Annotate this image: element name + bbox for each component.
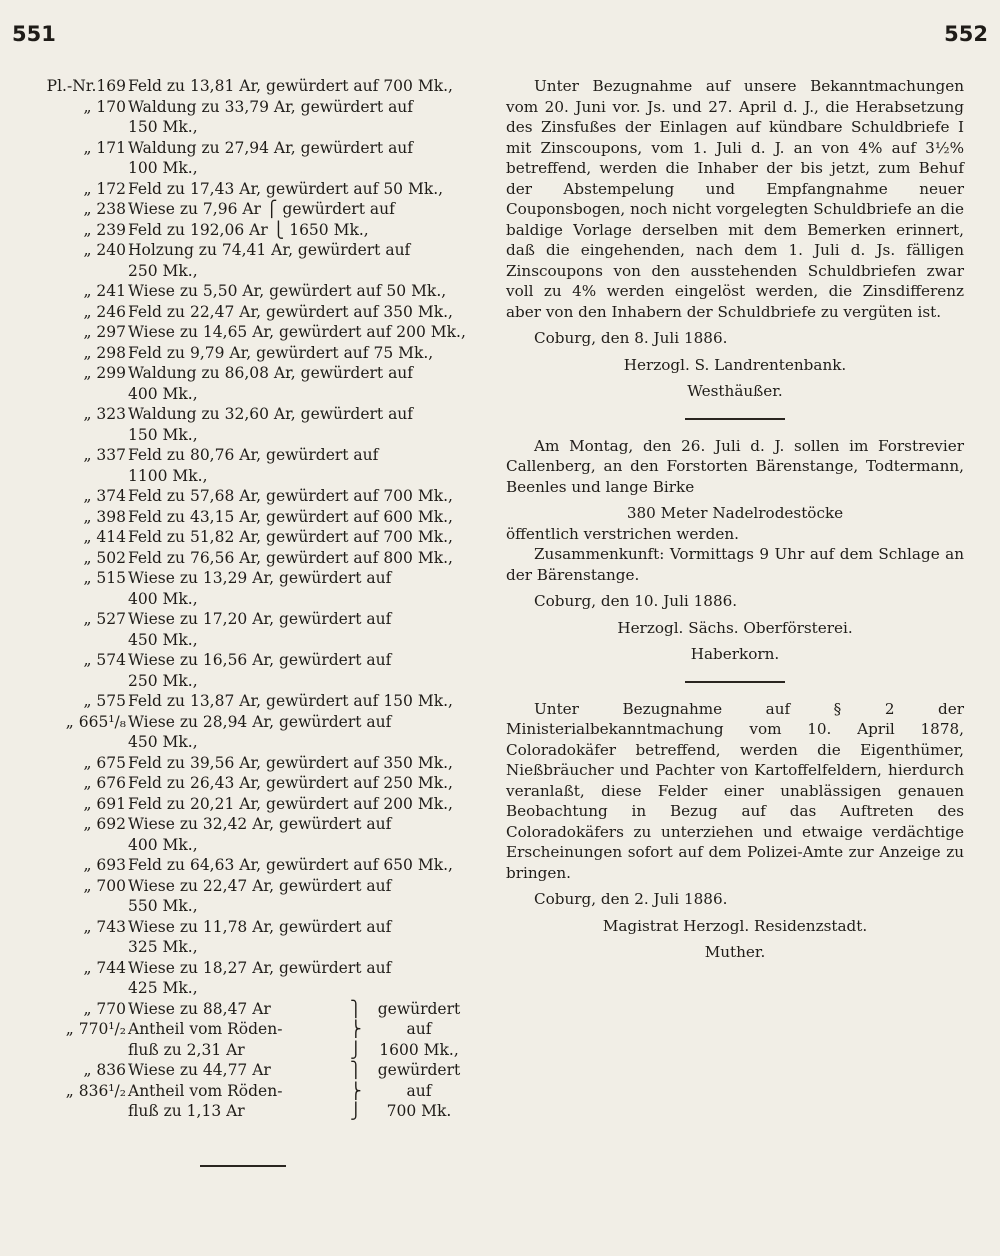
brace-icon: ⎬ — [350, 1081, 362, 1100]
group-valuation: auf — [406, 1081, 432, 1100]
parcel-description: Waldung zu 33,79 Ar, gewürdert auf — [128, 97, 414, 116]
group-valuation: 1600 Mk., — [379, 1040, 459, 1059]
notice-2-body: Am Montag, den 26. Juli d. J. sollen im Forstrevier Callenberg, an den Forstorten Bärenstange, Todtermann, Beenles und lange Birke — [506, 436, 964, 496]
group-valuation: auf — [406, 1020, 432, 1038]
parcel-number: „ 744 — [83, 958, 126, 977]
list-item — [14, 712, 484, 733]
notice-1-date: Coburg, den 8. Juli 1886. — [534, 329, 728, 347]
parcel-description: Holzung zu 74,41 Ar, gewürdert auf — [128, 241, 411, 259]
parcel-number: „ 246 — [83, 302, 126, 321]
parcel-list — [14, 76, 484, 1122]
parcel-number: Pl.-Nr.169 — [46, 77, 126, 95]
parcel-description: Waldung zu 27,94 Ar, gewürdert auf — [128, 138, 414, 157]
parcel-description: Feld zu 13,87 Ar, gewürdert auf 150 Mk., — [128, 692, 453, 710]
list-item — [14, 240, 484, 261]
parcel-number: „ 172 — [83, 179, 126, 198]
divider-rule — [200, 1165, 286, 1167]
notice-2-body2: öffentlich verstrichen werden. — [506, 524, 739, 543]
parcel-number: „ 692 — [83, 815, 126, 833]
list-item — [14, 199, 484, 220]
parcel-number: „ 770 — [83, 999, 126, 1018]
parcel-group — [14, 1060, 484, 1122]
brace-icon: ⎫ — [350, 1061, 362, 1079]
parcel-number: „ 527 — [83, 610, 126, 628]
list-item-continuation — [14, 978, 484, 999]
list-item-continuation — [14, 117, 484, 138]
list-item — [14, 486, 484, 507]
parcel-description: Feld zu 22,47 Ar, gewürdert auf 350 Mk., — [128, 302, 453, 321]
list-item — [14, 1040, 484, 1061]
parcel-number: „ 298 — [83, 343, 126, 362]
parcel-number: „ 743 — [83, 917, 126, 936]
parcel-valuation: 550 Mk., — [128, 897, 198, 915]
list-item-continuation — [14, 671, 484, 692]
parcel-number: „ 171 — [83, 138, 126, 157]
brace-icon: ⎬ — [350, 1020, 362, 1038]
list-item — [14, 322, 484, 343]
list-item-continuation — [14, 158, 484, 179]
notice-2-meeting: Zusammenkunft: Vormittags 9 Uhr auf dem Schlage an der Bärenstange. — [506, 545, 964, 584]
divider-rule — [685, 418, 785, 420]
list-item — [14, 220, 484, 241]
parcel-number: „ 323 — [83, 405, 126, 423]
parcel-description: Feld zu 64,63 Ar, gewürdert auf 650 Mk., — [128, 856, 453, 874]
page-number-right: 552 — [944, 22, 988, 46]
list-item — [14, 609, 484, 630]
list-item — [14, 1060, 484, 1081]
list-item-continuation — [14, 732, 484, 753]
list-item — [14, 958, 484, 979]
list-item — [14, 507, 484, 528]
list-item — [14, 999, 484, 1020]
list-item — [14, 302, 484, 323]
notice-3-body: Unter Bezugnahme auf § 2 der Ministerialbekanntmachung vom 10. April 1878, Coloradokäfer betreffend, werden die Eigenthümer, Nießbräucher und Pachter von Kartoffelfeldern, hierdurch veranlaßt, diese Felder einer unablässigen genauen Beobachtung in Bezug auf das Auftreten des Coloradokäfers zu unterziehen und etwaige verdächtige Erscheinungen sofort auf dem Polizei-Amte zur Anzeige zu bringen. — [506, 699, 964, 882]
list-item — [14, 1101, 484, 1122]
parcel-group — [14, 999, 484, 1061]
parcel-description: Wiese zu 16,56 Ar, gewürdert auf — [128, 651, 392, 669]
parcel-description: Wiese zu 28,94 Ar, gewürdert auf — [128, 712, 392, 731]
parcel-valuation: 400 Mk., — [128, 384, 198, 403]
list-item-continuation — [14, 589, 484, 610]
parcel-description: Feld zu 43,15 Ar, gewürdert auf 600 Mk., — [128, 507, 453, 526]
list-item — [14, 404, 484, 425]
parcel-description: Wiese zu 44,77 Ar — [128, 1061, 271, 1079]
list-item — [14, 1081, 484, 1102]
parcel-description: Wiese zu 13,29 Ar, gewürdert auf — [128, 569, 392, 587]
parcel-description: Feld zu 39,56 Ar, gewürdert auf 350 Mk., — [128, 753, 453, 772]
parcel-number: „ 691 — [83, 794, 126, 813]
list-item — [14, 1019, 484, 1040]
brace-icon: ⎭ — [350, 1102, 362, 1120]
parcel-number: „ 239 — [83, 220, 126, 239]
parcel-number: „ 238 — [83, 200, 126, 218]
parcel-number: „ 836 — [83, 1061, 126, 1079]
parcel-number: „ 770¹/₂ — [65, 1020, 126, 1038]
parcel-number: „ 575 — [83, 692, 126, 710]
list-item — [14, 363, 484, 384]
list-item — [14, 548, 484, 569]
parcel-description: Antheil vom Röden- — [128, 1020, 283, 1038]
list-item-continuation — [14, 630, 484, 651]
notice-2-signer: Herzogl. Sächs. Oberförsterei. — [617, 618, 853, 637]
parcel-number: „ 398 — [83, 507, 126, 526]
list-item — [14, 855, 484, 876]
parcel-number: „ 836¹/₂ — [65, 1081, 126, 1100]
parcel-description: Feld zu 76,56 Ar, gewürdert auf 800 Mk., — [128, 548, 453, 567]
parcel-description: Waldung zu 86,08 Ar, gewürdert auf — [128, 364, 414, 382]
list-item-continuation — [14, 896, 484, 917]
list-item — [14, 445, 484, 466]
list-item-continuation — [14, 835, 484, 856]
parcel-number: „ 299 — [83, 364, 126, 382]
list-item — [14, 343, 484, 364]
list-item — [14, 97, 484, 118]
parcel-valuation: 450 Mk., — [128, 733, 198, 751]
notice-2-name: Haberkorn. — [690, 645, 780, 663]
list-item — [14, 179, 484, 200]
parcel-description: Wiese zu 11,78 Ar, gewürdert auf — [128, 917, 392, 936]
parcel-description: Feld zu 17,43 Ar, gewürdert auf 50 Mk., — [128, 179, 444, 198]
group-valuation: 700 Mk. — [386, 1102, 452, 1120]
parcel-description: Wiese zu 22,47 Ar, gewürdert auf — [128, 876, 392, 895]
parcel-number: „ 574 — [83, 651, 126, 669]
divider-rule — [685, 681, 785, 683]
brace-icon: ⎭ — [350, 1040, 362, 1059]
list-item — [14, 650, 484, 671]
parcel-valuation: 150 Mk., — [128, 425, 198, 444]
list-item — [14, 527, 484, 548]
parcel-number: „ 241 — [83, 282, 126, 300]
parcel-description: Wiese zu 18,27 Ar, gewürdert auf — [128, 958, 392, 977]
parcel-valuation: 450 Mk., — [128, 630, 198, 649]
parcel-description: Feld zu 9,79 Ar, gewürdert auf 75 Mk., — [128, 343, 434, 362]
list-item — [14, 814, 484, 835]
parcel-number: „ 337 — [83, 446, 126, 464]
notice-2-date: Coburg, den 10. Juli 1886. — [534, 592, 738, 610]
parcel-description: Feld zu 192,06 Ar ⎩ 1650 Mk., — [128, 220, 369, 239]
group-valuation: gewürdert — [377, 1061, 461, 1079]
list-item — [14, 773, 484, 794]
list-item — [14, 281, 484, 302]
parcel-number: „ 374 — [83, 487, 126, 505]
parcel-valuation: 250 Mk., — [128, 261, 198, 280]
notice-1-name: Westhäußer. — [687, 382, 783, 400]
parcel-number: „ 170 — [83, 97, 126, 116]
parcel-valuation: 425 Mk., — [128, 979, 198, 997]
notice-1-signer: Herzogl. S. Landrentenbank. — [623, 355, 847, 374]
list-item — [14, 76, 484, 97]
parcel-number: „ 700 — [83, 876, 126, 895]
list-item — [14, 691, 484, 712]
parcel-description: Feld zu 13,81 Ar, gewürdert auf 700 Mk., — [128, 77, 453, 95]
parcel-description: Feld zu 20,21 Ar, gewürdert auf 200 Mk., — [128, 794, 453, 813]
parcel-number: „ 665¹/₈ — [65, 712, 126, 731]
list-item — [14, 753, 484, 774]
notice-3-date: Coburg, den 2. Juli 1886. — [534, 890, 728, 908]
parcel-number: „ 675 — [83, 753, 126, 772]
list-item — [14, 917, 484, 938]
parcel-valuation: 325 Mk., — [128, 938, 198, 956]
list-item-continuation — [14, 466, 484, 487]
parcel-description: Wiese zu 5,50 Ar, gewürdert auf 50 Mk., — [128, 282, 447, 300]
parcel-number: „ 414 — [83, 528, 126, 546]
parcel-valuation: 250 Mk., — [128, 671, 198, 690]
parcel-number: „ 240 — [83, 241, 126, 259]
parcel-description: Antheil vom Röden- — [128, 1081, 283, 1100]
parcel-description: Feld zu 51,82 Ar, gewürdert auf 700 Mk., — [128, 528, 453, 546]
parcel-valuation: 150 Mk., — [128, 118, 198, 136]
parcel-number: „ 693 — [83, 856, 126, 874]
parcel-description: Wiese zu 7,96 Ar ⎧ gewürdert auf — [128, 200, 395, 218]
list-item — [14, 794, 484, 815]
parcel-description: Wiese zu 14,65 Ar, gewürdert auf 200 Mk., — [128, 323, 466, 341]
parcel-description: fluß zu 2,31 Ar — [128, 1040, 245, 1059]
parcel-number: „ 676 — [83, 774, 126, 792]
parcel-valuation: 400 Mk., — [128, 835, 198, 854]
parcel-valuation: 1100 Mk., — [128, 466, 208, 485]
list-item-continuation — [14, 937, 484, 958]
brace-icon: ⎫ — [350, 999, 362, 1018]
list-item — [14, 568, 484, 589]
parcel-number: „ 515 — [83, 569, 126, 587]
parcel-description: Feld zu 57,68 Ar, gewürdert auf 700 Mk., — [128, 487, 453, 505]
parcel-description: Feld zu 26,43 Ar, gewürdert auf 250 Mk., — [128, 774, 453, 792]
list-item-continuation — [14, 261, 484, 282]
parcel-description: Wiese zu 17,20 Ar, gewürdert auf — [128, 610, 392, 628]
parcel-description: fluß zu 1,13 Ar — [128, 1102, 245, 1120]
parcel-description: Wiese zu 88,47 Ar — [128, 999, 271, 1018]
list-item-continuation — [14, 425, 484, 446]
notice-1-body: Unter Bezugnahme auf unsere Bekanntmachungen vom 20. Juni vor. Js. und 27. April d. J., die Herabsetzung des Zinsfußes der Einlagen auf kündbare Schuldbriefe I mit Zinscoupons, vom 1. Juli d. J. an von 4% auf 3½% betreffend, werden die Inhaber der bis jetzt, zum Behuf der Abstempelung und Empfangnahme neuer Couponsbogen, noch nicht vorgelegten Schuldbriefe an die baldige Vorlage derselben mit dem Bemerken erinnert, daß die eingehenden, nach dem 1. Juli d. Js. fälligen Zinscoupons von den ausstehenden Schuldbriefen zwar voll zu 4% werden eingelöst werden, die Zinsdifferenz aber von den Inhabern der Schuldbriefe zu vergüten ist. — [506, 77, 964, 321]
page-number-left: 551 — [12, 22, 56, 46]
list-item — [14, 876, 484, 897]
parcel-description: Wiese zu 32,42 Ar, gewürdert auf — [128, 815, 392, 833]
list-item-continuation — [14, 384, 484, 405]
parcel-valuation: 100 Mk., — [128, 159, 198, 177]
group-valuation: gewürdert — [377, 999, 461, 1018]
parcel-description: Waldung zu 32,60 Ar, gewürdert auf — [128, 405, 414, 423]
notices-column — [506, 76, 964, 963]
notice-2-item: 380 Meter Nadelrodestöcke — [626, 504, 844, 522]
parcel-valuation: 400 Mk., — [128, 589, 198, 608]
parcel-number: „ 502 — [83, 548, 126, 567]
list-item — [14, 138, 484, 159]
parcel-description: Feld zu 80,76 Ar, gewürdert auf — [128, 446, 379, 464]
notice-3-name: Muther. — [704, 943, 766, 961]
parcel-number: „ 297 — [83, 323, 126, 341]
notice-3-signer: Magistrat Herzogl. Residenzstadt. — [602, 916, 868, 935]
